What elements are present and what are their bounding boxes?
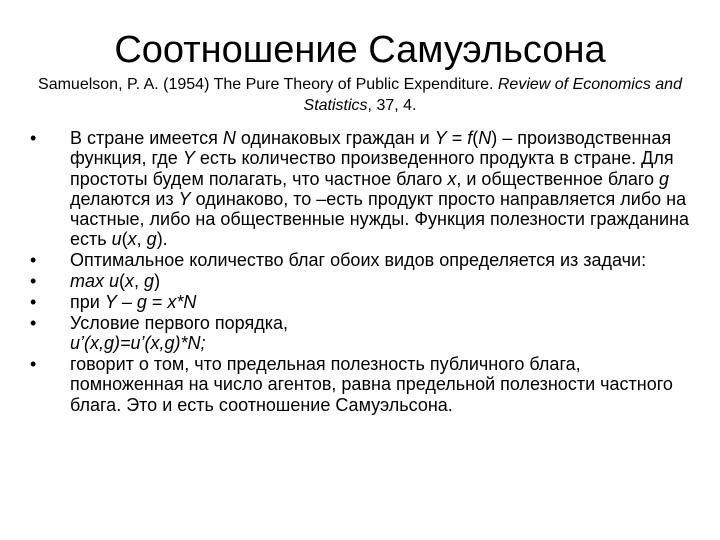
math-var: g xyxy=(146,229,157,250)
citation xyxy=(30,74,690,116)
list-item xyxy=(28,250,698,270)
math-var: Y xyxy=(104,292,117,313)
list-item xyxy=(28,128,698,250)
bullet-icon: • xyxy=(30,250,37,271)
math-var: N xyxy=(478,128,492,148)
text-run: при xyxy=(70,292,105,313)
text-run: одинаково, то –есть продукт просто направляется либо на частные, либо на общественные нужды. Функция полезности гражданина есть xyxy=(70,188,690,250)
text-run: делаются из xyxy=(70,188,179,209)
math-var: x xyxy=(125,271,135,292)
list-item xyxy=(28,292,698,312)
citation-authors: Samuelson, P. A. (1954) xyxy=(38,76,214,93)
text-run: = xyxy=(146,292,168,313)
text-run: ). xyxy=(156,229,168,250)
math-var: x xyxy=(447,168,457,189)
bullet-icon: • xyxy=(30,354,37,374)
slide-title: Соотношение Самуэльсона xyxy=(114,29,606,71)
text-run: есть количество произведенного продукта в стране. Для простоты будем полагать, что частное благо xyxy=(70,148,674,189)
citation-paper-title: The Pure Theory of Public Expenditure. xyxy=(213,76,498,93)
math-var: f xyxy=(467,128,473,148)
citation-journal: Review of Economics and Statistics xyxy=(303,76,682,114)
text-run: ( xyxy=(472,128,479,148)
math-var: max u xyxy=(70,271,120,292)
text-run: ( xyxy=(121,229,128,250)
math-var: Y xyxy=(178,188,191,209)
text-run: говорит о том, что предельная полезность публичного блага, помноженная на число агентов, равна предельной полезности частного блага. Это и есть соотношение Самуэльсона. xyxy=(70,354,673,415)
text-run: , и общественное благо xyxy=(456,168,660,189)
bullet-list xyxy=(28,128,698,415)
math-var: N xyxy=(222,128,236,148)
bullet-icon: • xyxy=(30,292,37,313)
bullet-icon: • xyxy=(30,271,37,292)
math-var: x*N xyxy=(167,292,197,313)
text-run: ) – производственная функция, где xyxy=(70,128,672,169)
text-run: – xyxy=(116,292,137,313)
citation-details: , 37, 4. xyxy=(367,97,417,114)
list-item xyxy=(28,271,698,291)
text-run: В стране имеется xyxy=(70,128,223,148)
text-run: одинаковых граждан и xyxy=(235,128,435,148)
list-item xyxy=(28,313,698,354)
text-run: ( xyxy=(119,271,126,292)
list-item xyxy=(28,354,698,415)
math-var: g xyxy=(144,271,155,292)
text-run: Оптимальное количество благ обоих видов определяется из задачи: xyxy=(70,250,647,271)
math-var: g xyxy=(659,168,670,189)
text-run: Условие первого порядка, xyxy=(70,312,288,333)
math-var: u xyxy=(111,229,122,250)
bullet-icon: • xyxy=(30,312,37,333)
math-var: x xyxy=(127,229,137,250)
text-run: = xyxy=(446,128,468,148)
math-var: Y xyxy=(182,148,195,169)
bullet-icon: • xyxy=(30,128,37,148)
math-formula: u’(x,g)=u’(x,g)*N; xyxy=(70,333,206,354)
text-run: , xyxy=(136,229,147,250)
math-var: Y xyxy=(434,128,447,148)
text-run: , xyxy=(134,271,145,292)
math-var: g xyxy=(136,292,147,313)
text-run: ) xyxy=(154,271,161,292)
